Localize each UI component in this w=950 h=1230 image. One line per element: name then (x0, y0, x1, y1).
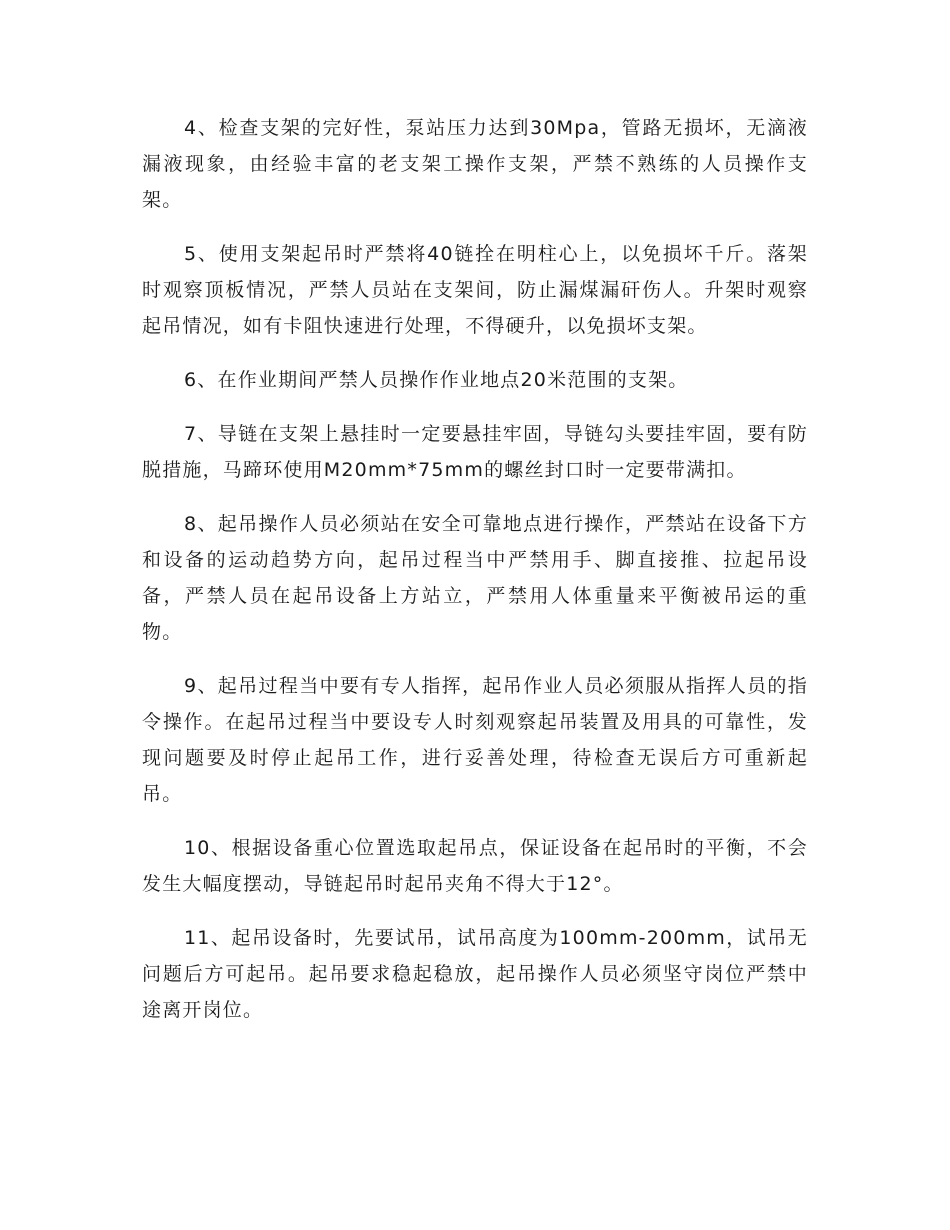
paragraph-item-10: 10、根据设备重心位置选取起吊点，保证设备在起吊时的平衡，不会发生大幅度摆动，导链起吊时起吊夹角不得大于12°。 (142, 837, 808, 895)
paragraph-item-9: 9、起吊过程当中要有专人指挥，起吊作业人员必须服从指挥人员的指令操作。在起吊过程当中要设专人时刻观察起吊装置及用具的可靠性，发现问题要及时停止起吊工作，进行妥善处理，待检查无误后方可重新起吊。 (142, 675, 808, 805)
paragraph-item-6: 6、在作业期间严禁人员操作作业地点20米范围的支架。 (184, 369, 689, 391)
paragraph-item-8: 8、起吊操作人员必须站在安全可靠地点进行操作，严禁站在设备下方和设备的运动趋势方向，起吊过程当中严禁用手、脚直接推、拉起吊设备，严禁人员在起吊设备上方站立，严禁用人体重量来平衡被吊运的重物。 (142, 513, 808, 643)
paragraph-item-7: 7、导链在支架上悬挂时一定要悬挂牢固，导链勾头要挂牢固，要有防脱措施，马蹄环使用M20mm*75mm的螺丝封口时一定要带满扣。 (142, 423, 808, 481)
paragraph-item-11: 11、起吊设备时，先要试吊，试吊高度为100mm-200mm，试吊无问题后方可起吊。起吊要求稳起稳放，起吊操作人员必须坚守岗位严禁中途离开岗位。 (142, 927, 808, 1021)
paragraph-item-5: 5、使用支架起吊时严禁将40链拴在明柱心上，以免损坏千斤。落架时观察顶板情况，严禁人员站在支架间，防止漏煤漏矸伤人。升架时观察起吊情况，如有卡阻快速进行处理，不得硬升，以免损坏支架。 (142, 243, 808, 337)
document-body (142, 110, 808, 1046)
paragraph-item-4: 4、检查支架的完好性，泵站压力达到30Mpa，管路无损坏，无滴液漏液现象，由经验丰富的老支架工操作支架，严禁不熟练的人员操作支架。 (142, 117, 808, 211)
